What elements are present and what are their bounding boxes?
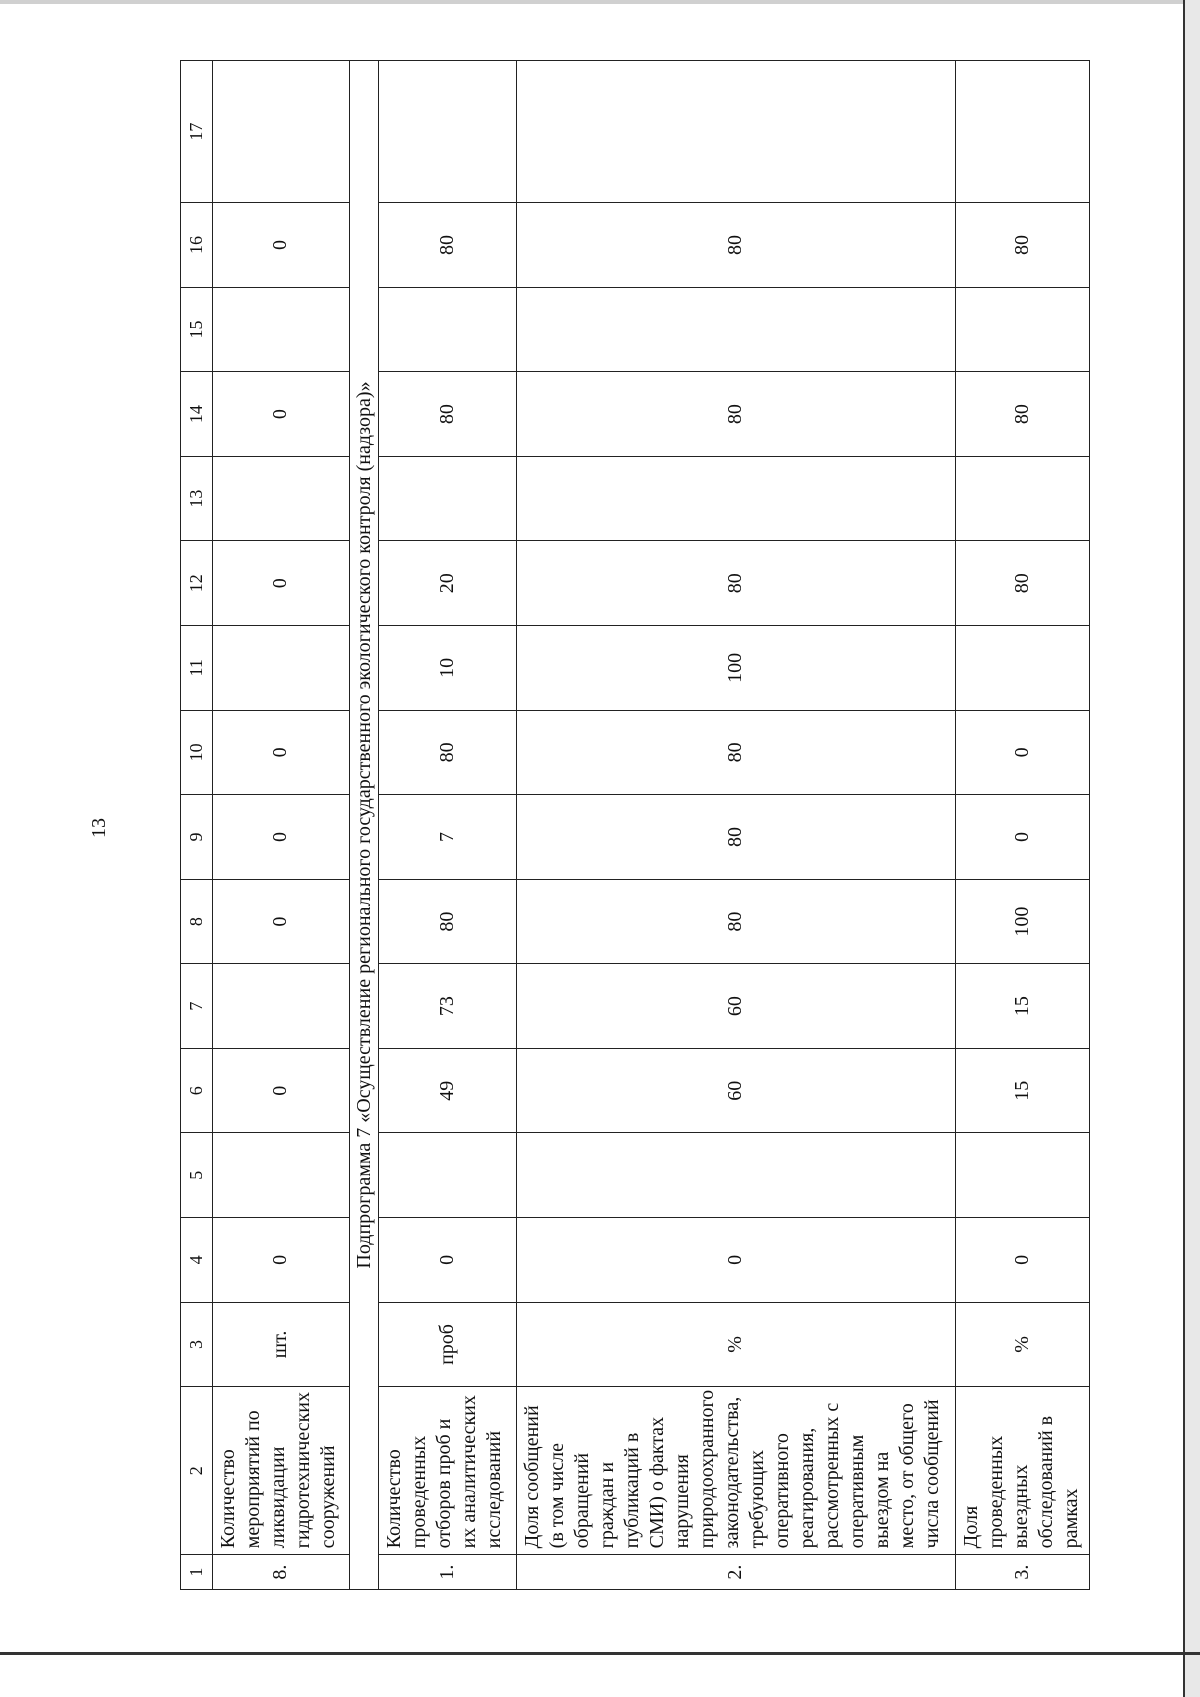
value-cell (212, 626, 349, 711)
value-cell: 0 (212, 710, 349, 795)
value-cell (379, 61, 516, 203)
value-cell: 15 (955, 1048, 1089, 1133)
value-cell: 80 (955, 372, 1089, 457)
value-cell: 80 (516, 879, 955, 964)
value-cell: 80 (379, 710, 516, 795)
value-cell: 7 (379, 795, 516, 880)
value-cell: 80 (516, 710, 955, 795)
value-cell (212, 287, 349, 372)
col-header: 14 (181, 372, 213, 457)
scan-edge-right (1183, 0, 1200, 1697)
col-header: 16 (181, 203, 213, 288)
value-cell (516, 61, 955, 203)
value-cell: 0 (212, 795, 349, 880)
col-header: 13 (181, 456, 213, 541)
col-header: 8 (181, 879, 213, 964)
value-cell: 0 (379, 1218, 516, 1303)
value-cell (212, 1133, 349, 1218)
value-cell: 80 (516, 795, 955, 880)
table-row (212, 61, 349, 1590)
subprogram-title: Подпрограмма 7 «Осуществление регионального государственного экологического контроля (надзора)» (349, 61, 378, 1590)
col-header: 5 (181, 1133, 213, 1218)
value-cell: 10 (379, 626, 516, 711)
row-number: 3. (955, 1555, 1089, 1590)
value-cell: 80 (516, 203, 955, 288)
value-cell: 15 (955, 964, 1089, 1049)
value-cell (212, 61, 349, 203)
unit-cell: % (516, 1302, 955, 1387)
col-header: 2 (181, 1387, 213, 1555)
indicator-name: Количество мероприятий по ликвидации гидротехнических сооружений (212, 1387, 349, 1555)
value-cell: 60 (516, 1048, 955, 1133)
col-header: 4 (181, 1218, 213, 1303)
unit-cell: шт. (212, 1302, 349, 1387)
value-cell: 0 (212, 372, 349, 457)
value-cell: 80 (955, 541, 1089, 626)
scan-edge-bottom (0, 1652, 1200, 1655)
value-cell (516, 1133, 955, 1218)
value-cell: 80 (379, 879, 516, 964)
value-cell: 80 (379, 372, 516, 457)
rotated-table-wrapper (180, 60, 1090, 1590)
unit-cell: проб (379, 1302, 516, 1387)
row-number: 1. (379, 1555, 516, 1590)
row-number: 8. (212, 1555, 349, 1590)
value-cell: 0 (212, 879, 349, 964)
value-cell (955, 626, 1089, 711)
value-cell (955, 287, 1089, 372)
value-cell: 0 (516, 1218, 955, 1303)
indicator-name: Доля сообщений (в том числе обращений граждан и публикаций в СМИ) о фактах нарушения природоохранного законодательства, требующих оперативного реагирования, рассмотренных с оперативным выездом на место, от общего числа сообщений (516, 1387, 955, 1555)
page-number: 13 (88, 818, 110, 838)
value-cell: 0 (955, 710, 1089, 795)
col-header: 9 (181, 795, 213, 880)
col-header: 3 (181, 1302, 213, 1387)
value-cell (379, 456, 516, 541)
value-cell: 0 (212, 1048, 349, 1133)
subprogram-row (349, 61, 378, 1590)
value-cell (955, 61, 1089, 203)
value-cell (516, 287, 955, 372)
col-header: 12 (181, 541, 213, 626)
value-cell: 60 (516, 964, 955, 1049)
value-cell (212, 964, 349, 1049)
col-header: 7 (181, 964, 213, 1049)
value-cell (955, 456, 1089, 541)
indicator-table (180, 60, 1090, 1590)
value-cell: 0 (955, 1218, 1089, 1303)
col-header: 10 (181, 710, 213, 795)
value-cell (516, 456, 955, 541)
scan-edge-top (0, 0, 1200, 4)
table-row (516, 61, 955, 1590)
value-cell: 80 (379, 203, 516, 288)
col-header: 1 (181, 1555, 213, 1590)
value-cell: 80 (955, 203, 1089, 288)
table-row (379, 61, 516, 1590)
value-cell (212, 456, 349, 541)
value-cell: 80 (516, 372, 955, 457)
value-cell: 20 (379, 541, 516, 626)
unit-cell: % (955, 1302, 1089, 1387)
indicator-name: Доля проведенных выездных обследований в рамках (955, 1387, 1089, 1555)
row-number: 2. (516, 1555, 955, 1590)
value-cell: 0 (955, 795, 1089, 880)
value-cell (379, 287, 516, 372)
value-cell: 0 (212, 1218, 349, 1303)
table-row (955, 61, 1089, 1590)
value-cell (379, 1133, 516, 1218)
value-cell: 100 (516, 626, 955, 711)
col-header: 17 (181, 61, 213, 203)
value-cell: 0 (212, 203, 349, 288)
value-cell (955, 1133, 1089, 1218)
value-cell: 80 (516, 541, 955, 626)
col-header: 6 (181, 1048, 213, 1133)
header-row (181, 61, 213, 1590)
col-header: 15 (181, 287, 213, 372)
col-header: 11 (181, 626, 213, 711)
value-cell: 100 (955, 879, 1089, 964)
indicator-name: Количество проведенных отборов проб и их аналитических исследований (379, 1387, 516, 1555)
value-cell: 0 (212, 541, 349, 626)
value-cell: 73 (379, 964, 516, 1049)
value-cell: 49 (379, 1048, 516, 1133)
